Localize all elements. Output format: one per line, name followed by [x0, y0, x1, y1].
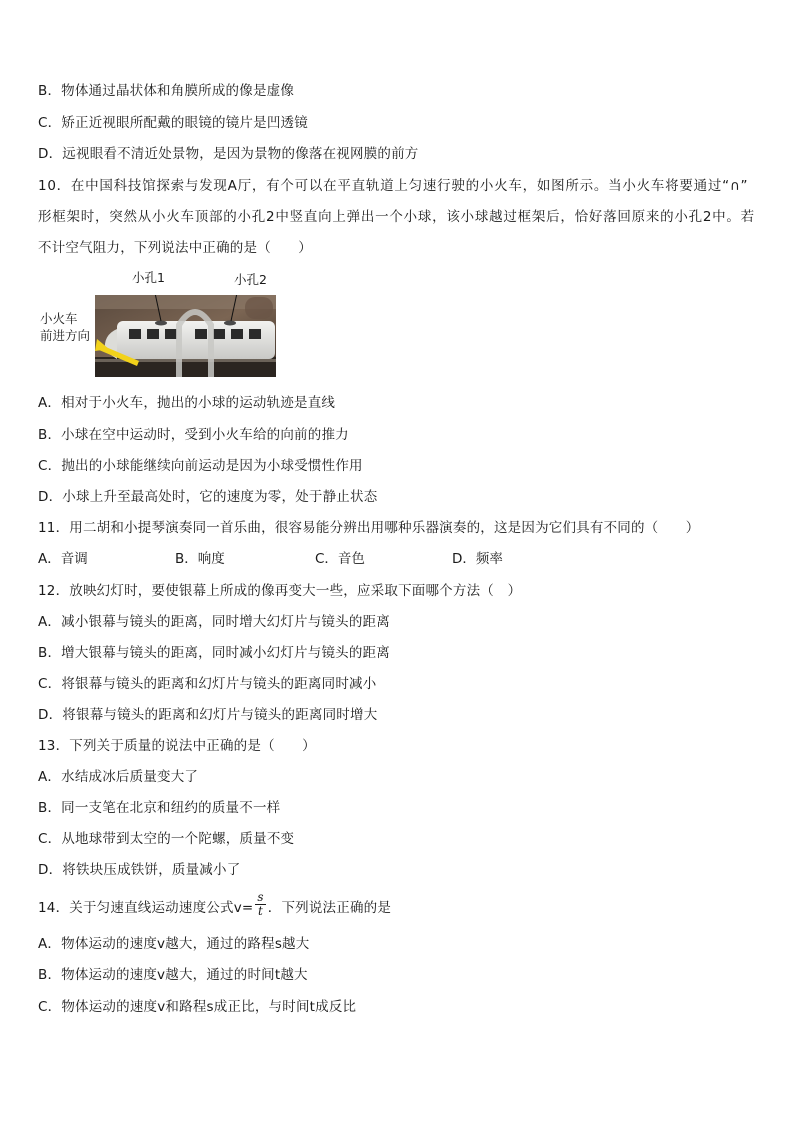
- q11-option-c: C．音色: [315, 551, 365, 567]
- q11-option-a: A．音调: [38, 551, 88, 567]
- q10-option-c: C．抛出的小球能继续向前运动是因为小球受惯性作用: [38, 458, 363, 474]
- q11-stem: 11．用二胡和小提琴演奏同一首乐曲，很容易能分辨出用哪种乐器演奏的，这是因为它们具有不同的（ ）: [38, 520, 700, 536]
- q14-option-b: B．物体运动的速度v越大，通过的时间t越大: [38, 967, 308, 983]
- hole-2-label: 小孔2: [234, 272, 267, 287]
- train-figure: [38, 268, 288, 383]
- q13-stem: 13．下列关于质量的说法中正确的是（ ）: [38, 738, 316, 754]
- q14-formula-numerator: s: [257, 889, 264, 904]
- train-window: [213, 329, 225, 339]
- train-photo: [95, 295, 276, 377]
- q11-option-b: B．响度: [175, 551, 225, 567]
- q14-stem: [38, 889, 392, 918]
- q11-option-d: D．频率: [452, 551, 503, 567]
- q10-stem-line-3: 不计空气阻力，下列说法中正确的是（ ）: [38, 240, 312, 256]
- q14-formula-fraction: [255, 891, 265, 918]
- train-window: [165, 329, 177, 339]
- q14-stem-before: 14．关于匀速直线运动速度公式: [38, 900, 234, 916]
- q12-option-b: B．增大银幕与镜头的距离，同时减小幻灯片与镜头的距离: [38, 645, 390, 661]
- q12-option-c: C．将银幕与镜头的距离和幻灯片与镜头的距离同时减小: [38, 676, 377, 692]
- q10-stem-line-2: 形框架时，突然从小火车顶部的小孔2中竖直向上弹出一个小球，该小球越过框架后，恰好落回原来的小孔2中。若: [38, 209, 755, 225]
- q13-option-a: A．水结成冰后质量变大了: [38, 769, 199, 785]
- q14-option-c: C．物体运动的速度v和路程s成正比，与时间t成反比: [38, 999, 357, 1015]
- q11-options: [38, 549, 598, 569]
- train-window: [129, 329, 141, 339]
- q9-option-c: C．矫正近视眼所配戴的眼镜的镜片是凹透镜: [38, 115, 308, 131]
- q14-formula-denominator: t: [258, 903, 264, 918]
- q13-option-c: C．从地球带到太空的一个陀螺，质量不变: [38, 831, 295, 847]
- hole-1: [155, 321, 167, 326]
- q14-option-a: A．物体运动的速度v越大，通过的路程s越大: [38, 936, 310, 952]
- direction-label-line-2: 前进方向: [40, 328, 91, 343]
- train-window: [147, 329, 159, 339]
- q10-option-a: A．相对于小火车，抛出的小球的运动轨迹是直线: [38, 395, 336, 411]
- person-silhouette: [245, 297, 273, 319]
- q9-option-d: D．远视眼看不清近处景物，是因为景物的像落在视网膜的前方: [38, 146, 419, 162]
- q10-stem-line-1: 10．在中国科技馆探索与发现A厅，有个可以在平直轨道上匀速行驶的小火车，如图所示。当小火车将要通过“∩”: [38, 178, 749, 194]
- hole-2: [224, 321, 236, 326]
- q12-option-d: D．将银幕与镜头的距离和幻灯片与镜头的距离同时增大: [38, 707, 378, 723]
- q12-option-a: A．减小银幕与镜头的距离，同时增大幻灯片与镜头的距离: [38, 614, 390, 630]
- train-window: [231, 329, 243, 339]
- train-car-body: [117, 321, 275, 359]
- train-window: [249, 329, 261, 339]
- q9-option-b: B．物体通过晶状体和角膜所成的像是虚像: [38, 83, 295, 99]
- direction-label-line-1: 小火车: [40, 311, 78, 326]
- hole-1-label: 小孔1: [132, 270, 165, 285]
- q14-stem-after: ．下列说法正确的是: [267, 900, 392, 916]
- train-window: [195, 329, 207, 339]
- q10-option-b: B．小球在空中运动时，受到小火车给的向前的推力: [38, 427, 349, 443]
- q12-stem: 12．放映幻灯时，要使银幕上所成的像再变大一些，应采取下面哪个方法（ ）: [38, 583, 522, 599]
- q10-option-d: D．小球上升至最高处时，它的速度为零，处于静止状态: [38, 489, 378, 505]
- q14-formula-lhs: v=: [233, 900, 254, 916]
- q13-option-b: B．同一支笔在北京和纽约的质量不一样: [38, 800, 281, 816]
- q13-option-d: D．将铁块压成铁饼，质量减小了: [38, 862, 241, 878]
